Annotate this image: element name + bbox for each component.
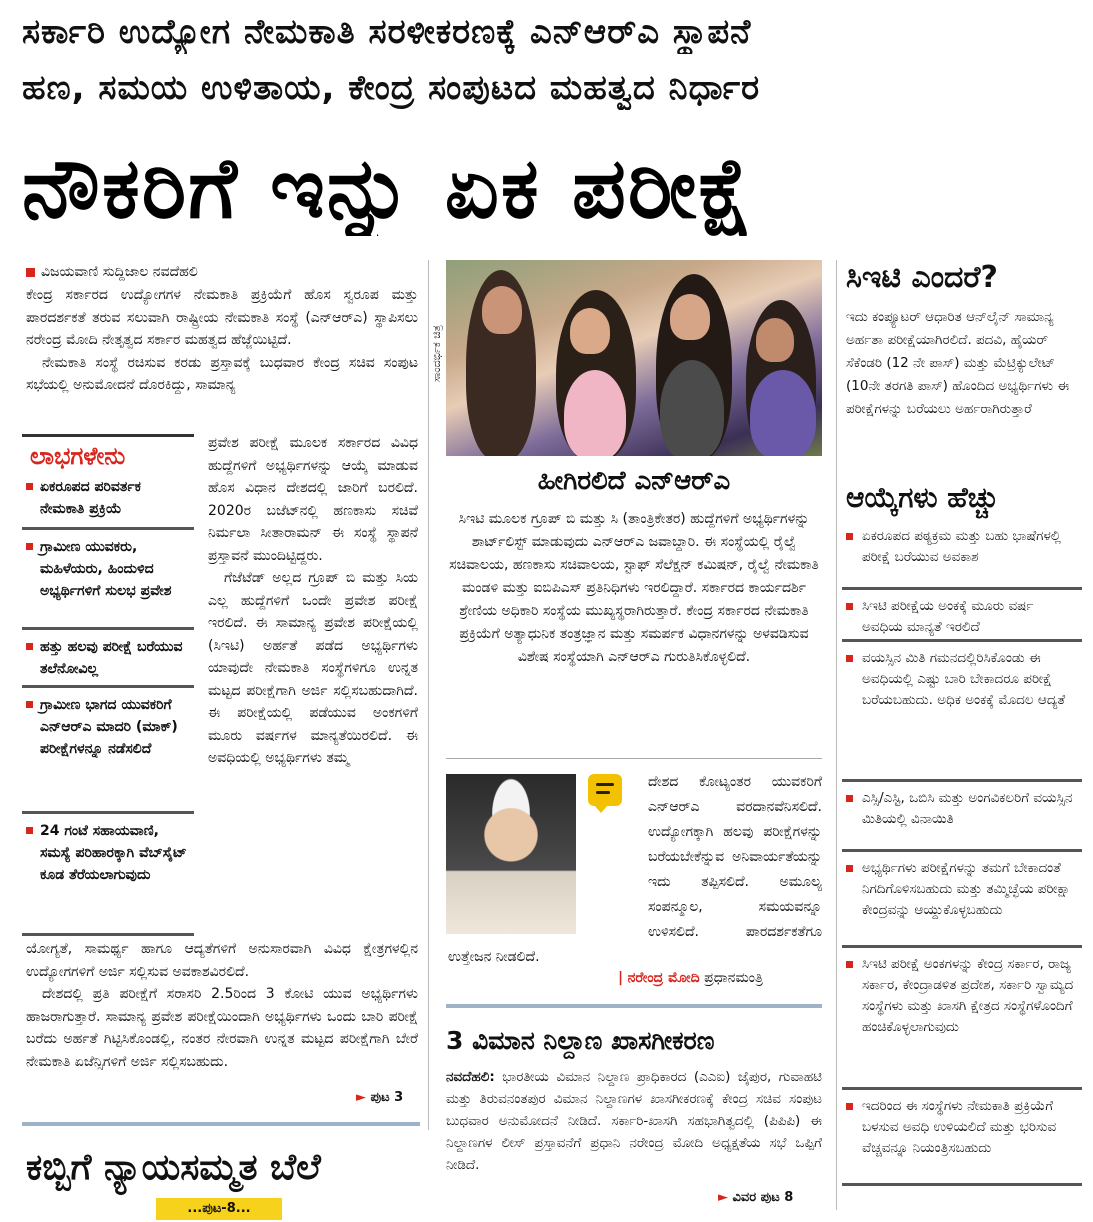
airport-headline[interactable]: 3 ವಿಮಾನ ನಿಲ್ದಾಣ ಖಾಸಗೀಕರಣ <box>446 1026 715 1055</box>
quote-float-spacer <box>448 770 648 938</box>
choice-item: ವಯಸ್ಸಿನ ಮಿತಿ ಗಮನದಲ್ಲಿರಿಸಿಕೊಂಡು ಈ ಅವಧಿಯಲ್ಲಿ ಎಷ್ಟು ಬಾರಿ ಬೇಕಾದರೂ ಪರೀಕ್ಷೆ ಬರೆಯಬಹುದು. ಅಧಿಕ ಅಂಕಕ್ಕೆ ಮೊದಲ ಆದ್ಯತೆ <box>842 646 1082 782</box>
lead-paragraph-2: ನೇಮಕಾತಿ ಸಂಸ್ಥೆ ರಚಿಸುವ ಕರಡು ಪ್ರಸ್ತಾವಕ್ಕೆ ಬುಧವಾರ ಕೇಂದ್ರ ಸಚಿವ ಸಂಪುಟ ಸಭೆಯಲ್ಲಿ ಅನುಮೋದನೆ ದೊರಕಿದ್ದು, ಸಾಮಾನ್ಯ <box>26 354 418 393</box>
airport-page-ref-text: ವಿವರ ಪುಟ 8 <box>732 1190 794 1205</box>
airport-dateline: ನವದೆಹಲಿ: <box>446 1069 495 1085</box>
pm-quote-text: ದೇಶದ ಕೋಟ್ಯಂತರ ಯುವಕರಿಗೆ ಎನ್‌ಆರ್‌ಎ ವರದಾನವೆನಿಸಲಿದೆ. ಉದ್ಯೋಗಕ್ಕಾಗಿ ಹಲವು ಪರೀಕ್ಷೆಗಳನ್ನು ಬರೆಯಬೇಕೆನ್ನುವ ಅನಿವಾರ್ಯತೆಯನ್ನು ಇದು ತಪ್ಪಿಸಲಿದೆ. ಅಮೂಲ್ಯ ಸಂಪನ್ಮೂಲ, ಸಮಯವನ್ನೂ ಉಳಿಸಲಿದೆ. ಪಾರದರ್ಶಕತೆಗೂ ಉತ್ತೇಜನ ನೀಡಲಿದೆ. <box>448 774 822 965</box>
benefit-item: 24 ಗಂಟೆ ಸಹಾಯವಾಣಿ, ಸಮಸ್ಯೆ ಪರಿಹಾರಕ್ಕಾಗಿ ವೆಬ್‌ಸೈಟ್ ಕೂಡ ತೆರೆಯಲಾಗುವುದು <box>22 818 194 936</box>
photo-face <box>570 308 610 354</box>
lead-paragraph-1: ಕೇಂದ್ರ ಸರ್ಕಾರದ ಉದ್ಯೋಗಗಳ ನೇಮಕಾತಿ ಪ್ರಕ್ರಿಯೆಗೆ ಹೊಸ ಸ್ವರೂಪ ಮತ್ತು ಪಾರದರ್ಶಕತೆ ತರುವ ಸಲುವಾಗಿ ರಾಷ್ಟ್ರೀಯ ನೇಮಕಾತಿ ಸಂಸ್ಥೆ (ಎನ್‌ಆರ್‌ಎ) ಸ್ಥಾಪಿಸಲು ನರೇಂದ್ರ ಮೋದಿ ನೇತೃತ್ವದ ಸರ್ಕಾರ ಮಹತ್ವದ ಹೆಜ್ಜೆಯಿಟ್ಟಿದೆ. <box>26 287 418 348</box>
benefit-item: ಗ್ರಾಮೀಣ ಯುವಕರು, ಮಹಿಳೆಯರು, ಹಿಂದುಳಿದ ಅಭ್ಯರ್ಥಿಗಳಿಗೆ ಸುಲಭ ಪ್ರವೇಶ <box>22 534 194 630</box>
lead-paragraph-4: ದೇಶದಲ್ಲಿ ಪ್ರತಿ ಪರೀಕ್ಷೆಗೆ ಸರಾಸರಿ 2.5ರಿಂದ 3 ಕೋಟಿ ಯುವ ಅಭ್ಯರ್ಥಿಗಳು ಹಾಜರಾಗುತ್ತಾರೆ. ಸಾಮಾನ್ಯ ಪ್ರವೇಶ ಪರೀಕ್ಷೆಯಿಂದಾಗಿ ಅಭ್ಯರ್ಥಿಗಳು ಒಂದು ಬಾರಿ ಪರೀಕ್ಷೆ ಬರೆದು ಅರ್ಹತೆ ಗಿಟ್ಟಿಸಿಕೊಂಡಲ್ಲಿ, ನಂತರ ನೇರವಾಗಿ ಉನ್ನತ ಮಟ್ಟದ ಪರೀಕ್ಷೆಗಾಗಿ ಬೇರೆ ನೇಮಕಾತಿ ಏಜೆನ್ಸಿಗಳಿಗೆ ಅರ್ಜಿ ಸಲ್ಲಿಸಬಹುದು. <box>26 986 418 1070</box>
photo-figure <box>564 370 626 456</box>
teaser-headline[interactable]: ಕಬ್ಬಿಗೆ ನ್ಯಾಯಸಮ್ಮತ ಬೆಲೆ <box>26 1147 321 1188</box>
choice-item: ಇದರಿಂದ ಈ ಸಂಸ್ಥೆಗಳು ನೇಮಕಾತಿ ಪ್ರಕ್ರಿಯೆಗೆ ಬಳಸುವ ಅವಧಿ ಉಳಿಯಲಿದೆ ಮತ್ತು ಭರಿಸುವ ವೆಚ್ಚವನ್ನೂ ನಿಯಂತ್ರಿಸಬಹುದು <box>842 1094 1082 1186</box>
pm-name: ನರೇಂದ್ರ ಮೋದಿ <box>627 970 700 986</box>
lead-page-ref-text: ಪುಟ 3 <box>370 1090 404 1105</box>
kicker-line-2: ಹಣ, ಸಮಯ ಉಳಿತಾಯ, ಕೇಂದ್ರ ಸಂಪುಟದ ಮಹತ್ವದ ನಿರ್ಧಾರ <box>22 68 761 108</box>
lead-dateline <box>26 262 421 282</box>
choice-item: ಎಸ್ಸಿ/ಎಸ್ಟಿ, ಒಬಿಸಿ ಮತ್ತು ಅಂಗವಿಕಲರಿಗೆ ವಯಸ್ಸಿನ ಮಿತಿಯಲ್ಲಿ ವಿನಾಯಿತಿ <box>842 786 1082 852</box>
photo-face <box>482 286 522 334</box>
benefits-top-rule <box>22 434 194 437</box>
column-divider <box>428 260 429 1130</box>
nra-box-title: ಹೀಗಿರಲಿದೆ ಎನ್‌ಆರ್‌ಎ <box>537 466 731 496</box>
airport-page-ref[interactable] <box>718 1190 793 1205</box>
choice-item: ಸಿಇಟಿ ಪರೀಕ್ಷೆ ಅಂಕಗಳನ್ನು ಕೇಂದ್ರ ಸರ್ಕಾರ, ರಾಜ್ಯ ಸರ್ಕಾರ, ಕೇಂದ್ರಾಡಳಿತ ಪ್ರದೇಶ, ಸರ್ಕಾರಿ ಸ್ವಾಮ್ಯದ ಸಂಸ್ಥೆಗಳು ಮತ್ತು ಖಾಸಗಿ ಕ್ಷೇತ್ರದ ಸಂಸ್ಥೆಗಳೊಂದಿಗೆ ಹಂಚಿಕೊಳ್ಳಲಾಗುವುದು <box>842 952 1082 1090</box>
arrow-icon: ► <box>718 1190 728 1205</box>
benefit-item: ಹತ್ತು ಹಲವು ಪರೀಕ್ಷೆ ಬರೆಯುವ ತಲೆನೋವಿಲ್ಲ <box>22 634 194 688</box>
main-headline: ನೌಕರಿಗೆ ಇನ್ನು ಏಕ ಪರೀಕ್ಷೆ <box>22 140 755 236</box>
column-divider <box>836 260 837 1210</box>
benefits-title: ಲಾಭಗಳೇನು <box>30 442 126 470</box>
kicker-line-1: ಸರ್ಕಾರಿ ಉದ್ಯೋಗ ನೇಮಕಾತಿ ಸರಳೀಕರಣಕ್ಕೆ ಎನ್‌ಆರ್‌ಎ ಸ್ಥಾಪನೆ <box>22 12 752 52</box>
lead-col2-para-1: ಪ್ರವೇಶ ಪರೀಕ್ಷೆ ಮೂಲಕ ಸರ್ಕಾರದ ವಿವಿಧ ಹುದ್ದೆಗಳಿಗೆ ಅಭ್ಯರ್ಥಿಗಳನ್ನು ಆಯ್ಕೆ ಮಾಡುವ ಹೊಸ ವಿಧಾನ ದೇಶದಲ್ಲಿ ಜಾರಿಗೆ ಬರಲಿದೆ. 2020ರ ಬಜೆಟ್‌ನಲ್ಲಿ ಹಣಕಾಸು ಸಚಿವೆ ನಿರ್ಮಲಾ ಸೀತಾರಾಮನ್ ಈ ಸಂಸ್ಥೆ ಸ್ಥಾಪನೆ ಪ್ರಸ್ತಾವನೆ ಮುಂದಿಟ್ಟಿದ್ದರು. <box>208 435 418 564</box>
photo-face <box>756 318 794 362</box>
lead-paragraph-3: ಯೋಗ್ಯತೆ, ಸಾಮರ್ಥ್ಯ ಹಾಗೂ ಆದ್ಯತೆಗಳಿಗೆ ಅನುಸಾರವಾಗಿ ವಿವಿಧ ಕ್ಷೇತ್ರಗಳಲ್ಲಿನ ಉದ್ಯೋಗಗಳಿಗೆ ಅರ್ಜಿ ಸಲ್ಲಿಸುವ ಅವಕಾಶವಿರಲಿದೆ. <box>26 941 418 980</box>
pm-role: ಪ್ರಧಾನಮಂತ್ರಿ <box>704 970 763 986</box>
teaser-page-ref[interactable]: ...ಪುಟ-8... <box>156 1198 282 1220</box>
lead-page-ref[interactable] <box>356 1090 403 1105</box>
airport-text: ಭಾರತೀಯ ವಿಮಾನ ನಿಲ್ದಾಣ ಪ್ರಾಧಿಕಾರದ (ಎಎಐ) ಜೈಪುರ, ಗುವಾಹಟಿ ಮತ್ತು ತಿರುವನಂತಪುರ ವಿಮಾನ ನಿಲ್ದಾಣಗಳ ಖಾಸಗೀಕರಣಕ್ಕೆ ಕೇಂದ್ರ ಸಚಿವ ಸಂಪುಟ ಬುಧವಾರ ಅನುಮೋದನೆ ನೀಡಿದೆ. ಸರ್ಕಾರಿ-ಖಾಸಗಿ ಸಹಭಾಗಿತ್ವದಲ್ಲಿ (ಪಿಪಿಪಿ) ಈ ನಿಲ್ದಾಣಗಳ ಲೀಸ್ ಪ್ರಸ್ತಾವನೆಗೆ ಪ್ರಧಾನಿ ನರೇಂದ್ರ ಮೋದಿ ಅಧ್ಯಕ್ಷತೆಯ ಸಭೆ ಒಪ್ಪಿಗೆ ನೀಡಿದೆ. <box>446 1069 822 1173</box>
cet-title: ಸಿಇಟಿ ಎಂದರೆ? <box>846 260 998 295</box>
lead-col2-para-2: ಗೆಜೆಟೆಡ್ ಅಲ್ಲದ ಗ್ರೂಪ್ ಬಿ ಮತ್ತು ಸಿಯ ಎಲ್ಲ ಹುದ್ದೆಗಳಿಗೆ ಒಂದೇ ಪ್ರವೇಶ ಪರೀಕ್ಷೆ ಇರಲಿದೆ. ಈ ಸಾಮಾನ್ಯ ಪ್ರವೇಶ ಪರೀಕ್ಷೆಯಲ್ಲಿ (ಸಿಇಟಿ) ಅರ್ಹತೆ ಪಡೆದ ಅಭ್ಯರ್ಥಿಗಳು ಯಾವುದೇ ನೇಮಕಾತಿ ಸಂಸ್ಥೆಗಳಿಗೂ ಉನ್ನತ ಮಟ್ಟದ ಪರೀಕ್ಷೆಗಾಗಿ ಅರ್ಜಿ ಸಲ್ಲಿಸಬಹುದಾಗಿದೆ. ಈ ಪರೀಕ್ಷೆಯಲ್ಲಿ ಪಡೆಯುವ ಅಂಕಗಳಿಗೆ ಮೂರು ವರ್ಷಗಳ ಮಾನ್ಯತೆಯಿರಲಿದೆ. ಈ ಅವಧಿಯಲ್ಲಿ ಅಭ್ಯರ್ಥಿಗಳು ತಮ್ಮ <box>208 570 418 766</box>
airport-top-rule <box>446 1004 822 1008</box>
pm-quote-attribution <box>618 970 763 986</box>
benefit-item: ಏಕರೂಪದ ಪರಿವರ್ತಕ ನೇಮಕಾತಿ ಪ್ರಕ್ರಿಯೆ <box>22 474 194 530</box>
airport-story <box>446 1066 822 1176</box>
choices-title: ಆಯ್ಕೆಗಳು ಹೆಚ್ಚು <box>846 481 999 514</box>
lead-dateline-text: ವಿಜಯವಾಣಿ ಸುದ್ದಿಜಾಲ ನವದೆಹಲಿ <box>41 264 198 280</box>
nra-box-text: ಸಿಇಟಿ ಮೂಲಕ ಗ್ರೂಪ್ ಬಿ ಮತ್ತು ಸಿ (ತಾಂತ್ರಿಕೇತರ) ಹುದ್ದೆಗಳಿಗೆ ಅಭ್ಯರ್ಥಿಗಳನ್ನು ಶಾರ್ಟ್‌ಲಿಸ್ಟ್ ಮಾಡುವುದು ಎನ್‌ಆರ್‌ಎ ಜವಾಬ್ದಾರಿ. ಈ ಸಂಸ್ಥೆಯಲ್ಲಿ ರೈಲ್ವೆ ಸಚಿವಾಲಯ, ಹಣಕಾಸು ಸಚಿವಾಲಯ, ಸ್ಟಾಫ್ ಸೆಲೆಕ್ಷನ್ ಕಮಿಷನ್, ರೈಲ್ವೆ ನೇಮಕಾತಿ ಮಂಡಳಿ ಮತ್ತು ಐಬಿಪಿಎಸ್ ಪ್ರತಿನಿಧಿಗಳು ಇರಲಿದ್ದಾರೆ. ಸರ್ಕಾರದ ಕಾರ್ಯದರ್ಶಿ ಶ್ರೇಣಿಯ ಅಧಿಕಾರಿ ಸಂಸ್ಥೆಯ ಮುಖ್ಯಸ್ಥರಾಗಿರುತ್ತಾರೆ. ಕೇಂದ್ರ ಸರ್ಕಾರದ ನೇಮಕಾತಿ ಪ್ರಕ್ರಿಯೆಗೆ ಅತ್ಯಾಧುನಿಕ ತಂತ್ರಜ್ಞಾನ ಮತ್ತು ಸಮರ್ಪಕ ವಿಧಾನಗಳನ್ನು ಅಳವಡಿಸುವ ವಿಶೇಷ ಸಂಸ್ಥೆಯಾಗಿ ಎನ್‌ಆರ್‌ಎ ಗುರುತಿಸಿಕೊಳ್ಳಲಿದೆ. <box>449 511 819 665</box>
quote-bar: | <box>618 970 624 986</box>
arrow-icon: ► <box>356 1090 366 1105</box>
choice-item: ಸಿಇಟಿ ಪರೀಕ್ಷೆಯ ಅಂಕಕ್ಕೆ ಮೂರು ವರ್ಷ ಅವಧಿಯ ಮಾನ್ಯತೆ ಇರಲಿದೆ <box>842 594 1082 642</box>
benefit-item: ಗ್ರಾಮೀಣ ಭಾಗದ ಯುವಕರಿಗೆ ಎನ್‌ಆರ್‌ಎ ಮಾದರಿ (ಮಾಕ್) ಪರೀಕ್ಷೆಗಳನ್ನೂ ನಡೆಸಲಿದೆ <box>22 692 194 814</box>
lead-bottom <box>26 938 418 1073</box>
choices-list <box>842 524 1082 1186</box>
lead-intro <box>26 284 418 397</box>
photo-figure <box>750 370 816 456</box>
cet-text: ಇದು ಕಂಪ್ಯೂಟರ್ ಆಧಾರಿತ ಆನ್‌ಲೈನ್ ಸಾಮಾನ್ಯ ಅರ್ಹತಾ ಪರೀಕ್ಷೆಯಾಗಿರಲಿದೆ. ಪದವಿ, ಹೈಯರ್ ಸೆಕೆಂಡರಿ (12 ನೇ ಪಾಸ್) ಮತ್ತು ಮೆಟ್ರಿಕ್ಯುಲೇಟ್ (10ನೇ ತರಗತಿ ಪಾಸ್) ಹೊಂದಿದ ಅಭ್ಯರ್ಥಿಗಳು ಈ ಪರೀಕ್ಷೆಗಳನ್ನು ಬರೆಯಲು ಅರ್ಹರಾಗಿರುತ್ತಾರೆ <box>846 309 1070 417</box>
pm-quote <box>448 770 822 970</box>
teaser-top-rule <box>22 1122 420 1126</box>
lead-column-2 <box>208 432 418 770</box>
photo-face <box>670 294 710 340</box>
choice-item: ಅಭ್ಯರ್ಥಿಗಳು ಪರೀಕ್ಷೆಗಳನ್ನು ತಮಗೆ ಬೇಕಾದಂತೆ ನಿಗದಿಗೊಳಿಸಬಹುದು ಮತ್ತು ತಮ್ಮಿಚ್ಛೆಯ ಪರೀಕ್ಷಾ ಕೇಂದ್ರವನ್ನು ಆಯ್ದುಕೊಳ್ಳಬಹುದು <box>842 856 1082 948</box>
benefits-list <box>22 474 194 936</box>
red-square-icon <box>26 268 35 277</box>
nra-box-rule <box>446 758 822 759</box>
photo-credit: ಸಾಂದರ್ಭಿಕ ಚಿತ್ರ <box>430 325 443 382</box>
choice-item: ಏಕರೂಪದ ಪಠ್ಯಕ್ರಮ ಮತ್ತು ಬಹು ಭಾಷೆಗಳಲ್ಲಿ ಪರೀಕ್ಷೆ ಬರೆಯುವ ಅವಕಾಶ <box>842 524 1082 590</box>
students-photo <box>446 260 822 456</box>
photo-figure <box>660 360 724 456</box>
